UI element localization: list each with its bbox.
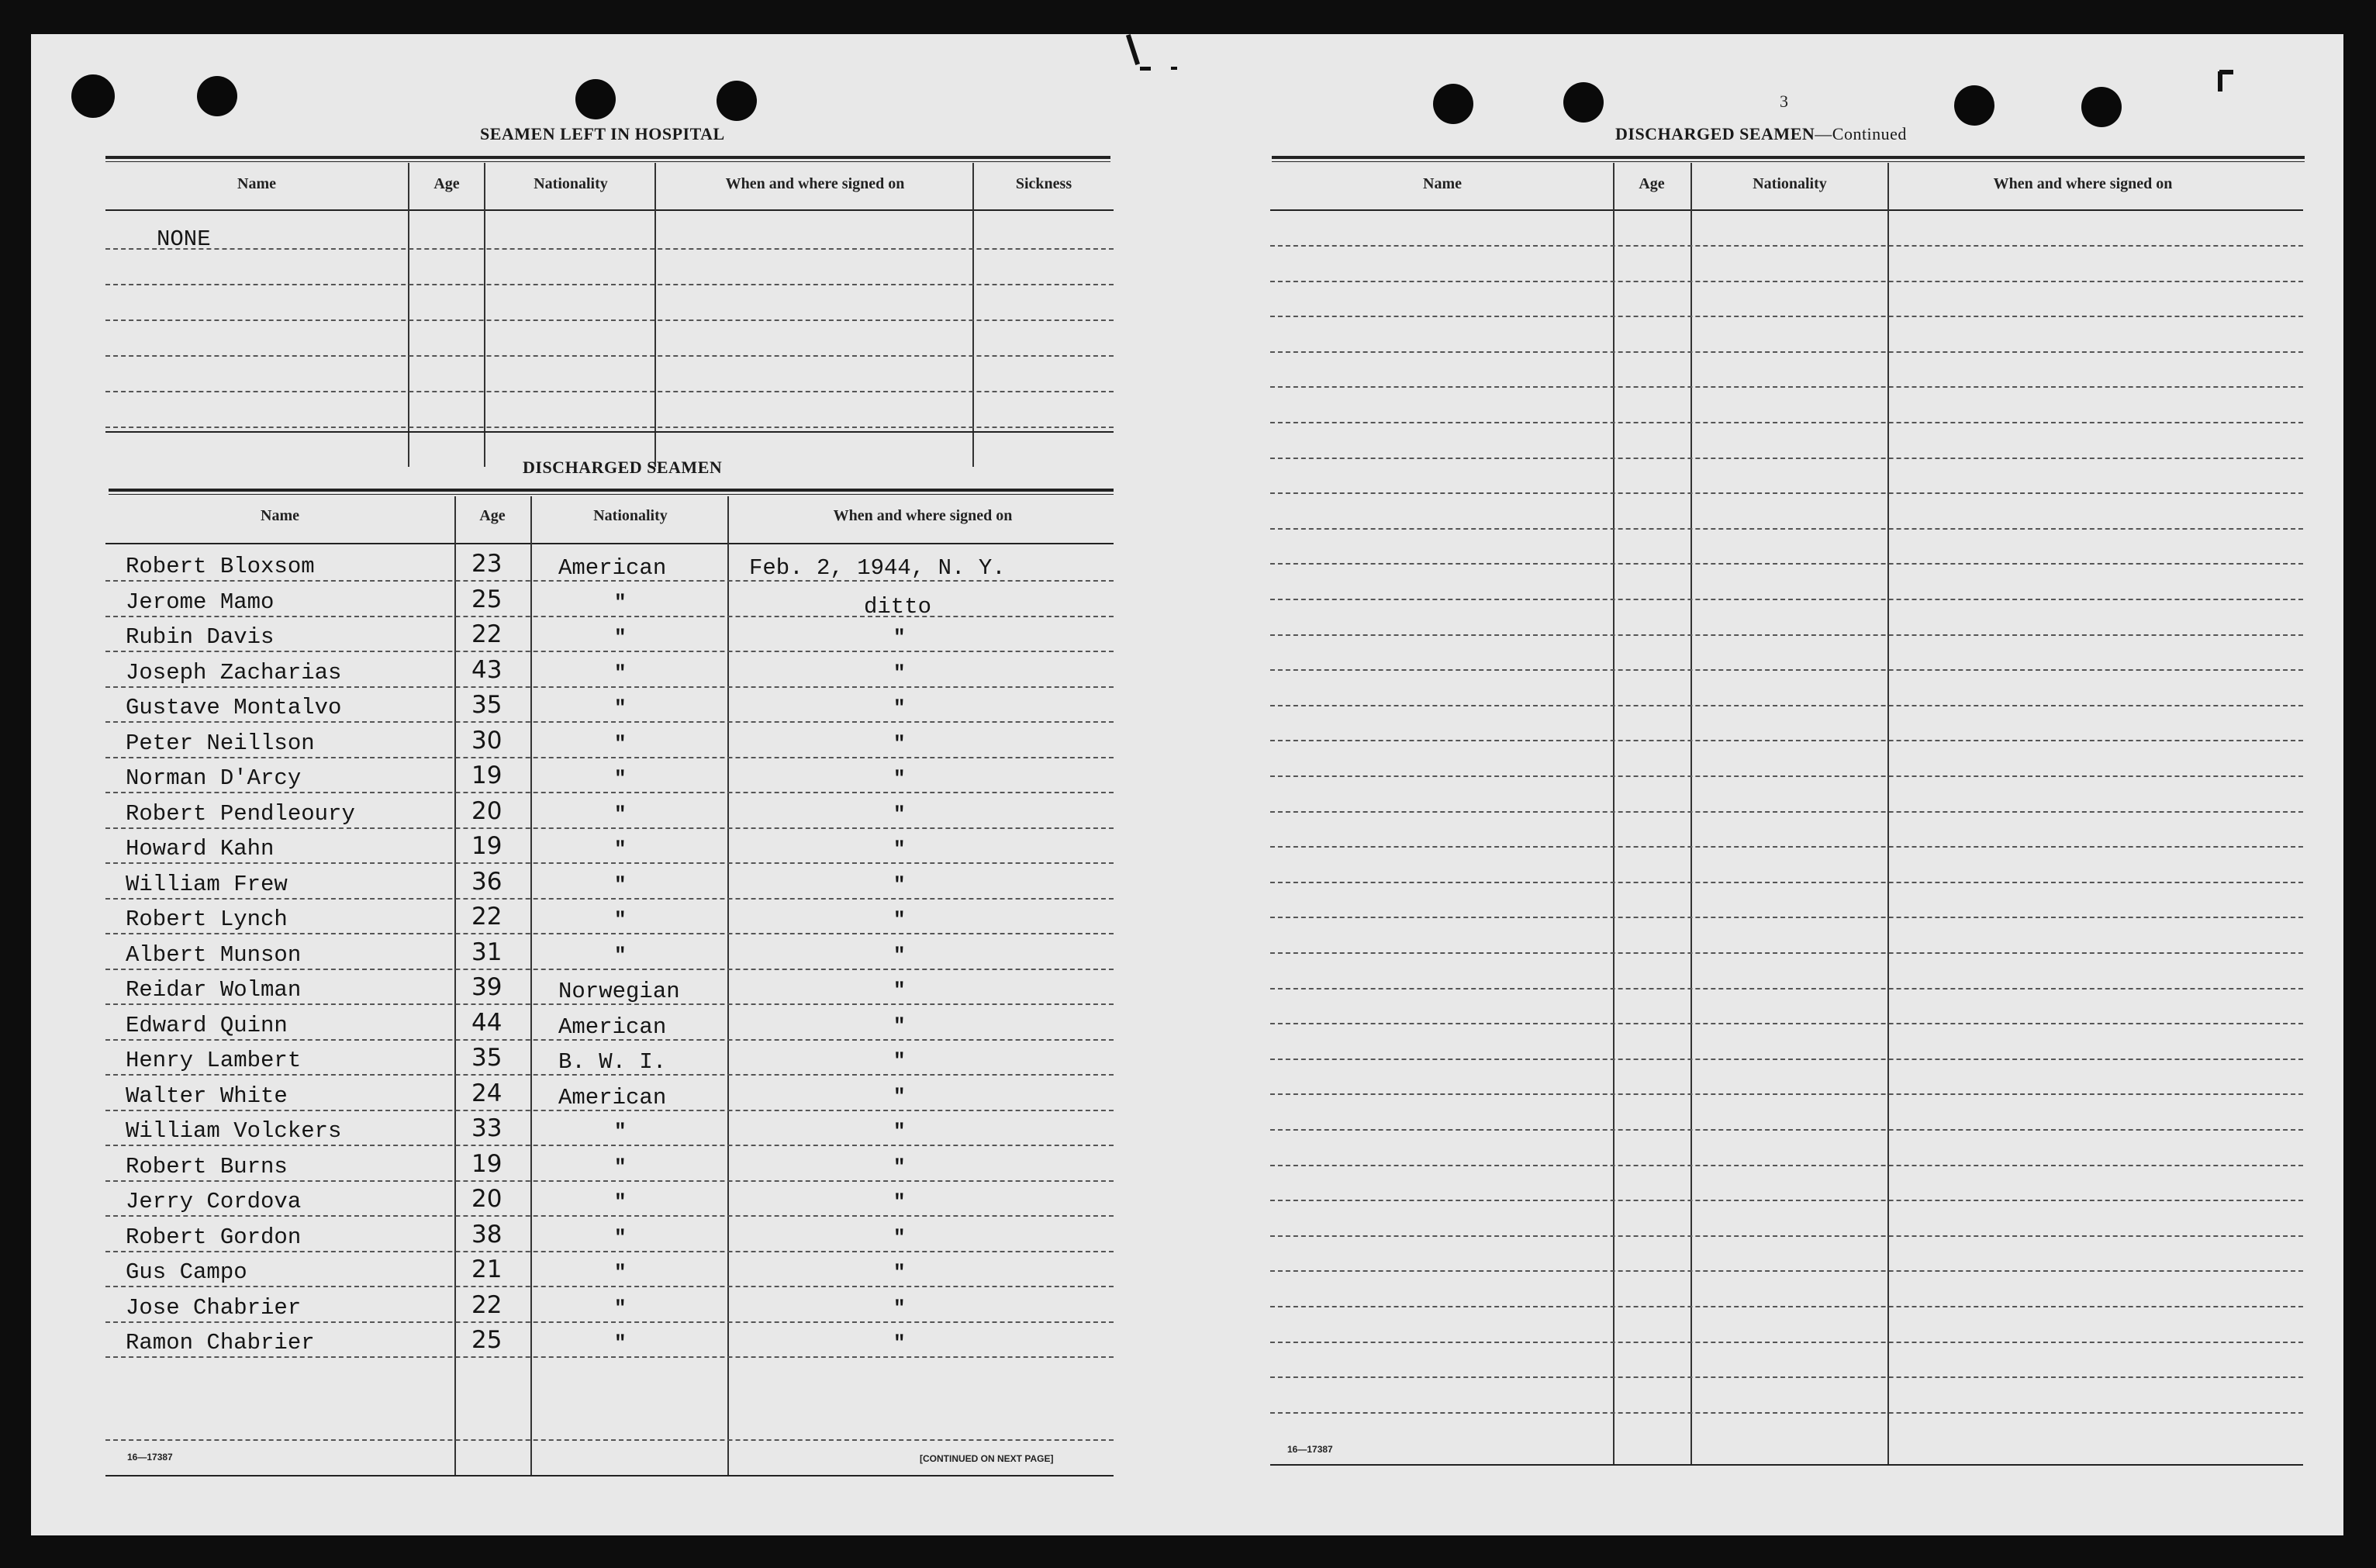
column-header-age: Age — [479, 507, 506, 524]
column-header-rule — [105, 209, 1114, 211]
seaman-signed-on: " — [893, 803, 906, 826]
form-number: 16—17387 — [127, 1452, 173, 1463]
seaman-signed-on: Feb. 2, 1944, N. Y. — [749, 555, 1006, 581]
column-header-rule — [105, 543, 1114, 544]
row-line — [1270, 599, 2303, 600]
seaman-age: 22 — [471, 1291, 502, 1319]
seaman-age: 35 — [471, 1044, 502, 1072]
row-line — [105, 651, 1114, 652]
column-header-rule — [1270, 209, 2303, 211]
row-line — [1270, 811, 2303, 813]
seaman-nationality: " — [614, 591, 627, 614]
seaman-name: Gustave Montalvo — [126, 695, 342, 720]
row-line — [105, 757, 1114, 758]
row-line — [105, 616, 1114, 617]
seaman-nationality: American — [558, 1014, 667, 1040]
row-line — [105, 284, 1114, 285]
right-page-title-suffix: —Continued — [1815, 124, 1907, 143]
row-line — [105, 1356, 1114, 1358]
row-line — [105, 686, 1114, 688]
seaman-signed-on: " — [893, 1155, 906, 1179]
scan-speck — [1126, 34, 1140, 65]
seaman-nationality: " — [614, 696, 627, 720]
seaman-name: Norman D'Arcy — [126, 765, 302, 791]
punch-hole — [1954, 85, 1994, 126]
row-line — [1270, 1059, 2303, 1060]
continued-note: [CONTINUED ON NEXT PAGE] — [920, 1453, 1054, 1464]
seaman-signed-on: ditto — [864, 594, 932, 620]
row-line — [105, 1286, 1114, 1287]
column-divider — [530, 496, 532, 1475]
row-line — [105, 1180, 1114, 1182]
seaman-nationality: " — [614, 873, 627, 896]
seaman-age: 44 — [471, 1009, 502, 1037]
seaman-name: Albert Munson — [126, 942, 302, 968]
seaman-nationality: " — [614, 732, 627, 755]
row-line — [105, 391, 1114, 392]
seaman-nationality: " — [614, 1297, 627, 1320]
row-line — [1270, 1342, 2303, 1343]
row-line — [105, 355, 1114, 357]
seaman-name: Ramon Chabrier — [126, 1330, 315, 1356]
seaman-signed-on: " — [893, 1014, 906, 1038]
seaman-name: Robert Gordon — [126, 1224, 302, 1250]
row-line — [1270, 669, 2303, 671]
seaman-age: 31 — [471, 938, 502, 966]
row-line — [1270, 458, 2303, 459]
seaman-name: Robert Burns — [126, 1154, 288, 1179]
hospital-section-title: SEAMEN LEFT IN HOSPITAL — [480, 124, 725, 143]
punch-hole — [1563, 82, 1604, 123]
row-line — [1270, 351, 2303, 353]
row-line — [1270, 917, 2303, 918]
punch-hole — [1433, 84, 1473, 124]
row-line — [105, 933, 1114, 934]
row-line — [1270, 634, 2303, 636]
seaman-age: 43 — [471, 656, 502, 684]
seaman-name: Jerome Mamo — [126, 589, 275, 615]
seaman-age: 25 — [471, 585, 502, 613]
seaman-nationality: " — [614, 908, 627, 931]
row-line — [1270, 492, 2303, 494]
scan-speck — [1171, 67, 1177, 70]
row-line — [105, 1251, 1114, 1252]
punch-hole — [575, 79, 616, 119]
punch-hole — [197, 76, 237, 116]
seaman-signed-on: " — [893, 1190, 906, 1214]
punch-hole — [71, 74, 115, 118]
header-rule — [105, 156, 1110, 159]
punch-hole — [2081, 87, 2122, 127]
seaman-age: 39 — [471, 973, 502, 1001]
row-line — [1270, 1093, 2303, 1095]
column-divider — [408, 163, 409, 467]
seaman-signed-on: " — [893, 908, 906, 931]
seaman-nationality: B. W. I. — [558, 1049, 667, 1075]
seaman-name: William Volckers — [126, 1118, 342, 1144]
right-page-title-main: DISCHARGED SEAMEN — [1615, 124, 1815, 143]
hospital-entry: NONE — [157, 226, 211, 252]
seaman-name: Reidar Wolman — [126, 977, 302, 1003]
column-divider — [484, 163, 485, 467]
table-bottom-rule — [1270, 1464, 2303, 1466]
row-line — [105, 248, 1114, 250]
row-line — [1270, 988, 2303, 989]
seaman-name: Rubin Davis — [126, 624, 275, 650]
seaman-age: 22 — [471, 903, 502, 931]
right-page-title — [1615, 124, 1907, 144]
seaman-name: William Frew — [126, 872, 288, 897]
scan-speck — [1140, 67, 1151, 71]
seaman-nationality: " — [614, 803, 627, 826]
seaman-nationality: " — [614, 661, 627, 685]
scan-speck — [2219, 70, 2233, 74]
seaman-nationality: American — [558, 1085, 667, 1110]
seaman-age: 24 — [471, 1079, 502, 1107]
row-line — [1270, 1200, 2303, 1201]
seaman-age: 19 — [471, 762, 502, 789]
seaman-signed-on: " — [893, 1120, 906, 1143]
row-line — [105, 1145, 1114, 1146]
seaman-signed-on: " — [893, 1261, 906, 1284]
seaman-nationality: " — [614, 1331, 627, 1355]
row-line — [1270, 740, 2303, 741]
row-line — [1270, 705, 2303, 706]
row-line — [105, 427, 1114, 428]
seaman-signed-on: " — [893, 732, 906, 755]
seaman-nationality: " — [614, 1155, 627, 1179]
seaman-age: 36 — [471, 868, 502, 896]
row-line — [1270, 775, 2303, 777]
column-header-nationality: Nationality — [534, 175, 608, 192]
row-line — [1270, 316, 2303, 317]
row-line — [1270, 882, 2303, 883]
row-line — [1270, 846, 2303, 848]
seaman-name: Gus Campo — [126, 1259, 247, 1285]
row-line — [1270, 422, 2303, 423]
seaman-nationality: American — [558, 555, 667, 581]
page-number: 3 — [1780, 92, 1788, 111]
row-line — [1270, 1129, 2303, 1131]
row-line — [105, 1215, 1114, 1217]
seaman-age: 23 — [471, 550, 502, 578]
section-rule — [105, 431, 1114, 433]
row-line — [1270, 563, 2303, 565]
row-line — [1270, 1235, 2303, 1237]
column-header-signed-on: When and where signed on — [725, 175, 905, 192]
seaman-name: Jose Chabrier — [126, 1295, 302, 1321]
column-header-nationality: Nationality — [593, 507, 668, 524]
header-rule — [109, 494, 1114, 495]
seaman-age: 22 — [471, 620, 502, 648]
row-line — [1270, 1165, 2303, 1166]
seaman-signed-on: " — [893, 1049, 906, 1072]
seaman-age: 19 — [471, 1150, 502, 1178]
seaman-name: Joseph Zacharias — [126, 660, 342, 686]
column-header-name: Name — [261, 507, 299, 524]
column-header-age: Age — [1639, 175, 1665, 192]
column-header-signed-on: When and where signed on — [833, 507, 1013, 524]
seaman-signed-on: " — [893, 873, 906, 896]
seaman-age: 19 — [471, 832, 502, 860]
row-line — [105, 1439, 1114, 1441]
seaman-name: Robert Lynch — [126, 907, 288, 932]
row-line — [105, 827, 1114, 829]
seaman-signed-on: " — [893, 626, 906, 649]
header-rule — [1272, 161, 2305, 162]
seaman-name: Henry Lambert — [126, 1048, 302, 1073]
row-line — [1270, 1376, 2303, 1378]
punch-hole — [717, 81, 757, 121]
seaman-name: Peter Neillson — [126, 730, 315, 756]
header-rule — [105, 161, 1110, 162]
row-line — [1270, 952, 2303, 954]
discharged-section-title: DISCHARGED SEAMEN — [523, 458, 723, 477]
seaman-signed-on: " — [893, 661, 906, 685]
row-line — [105, 969, 1114, 970]
seaman-name: Robert Pendleoury — [126, 801, 355, 827]
header-rule — [1272, 156, 2305, 159]
column-header-age: Age — [433, 175, 460, 192]
row-line — [105, 1321, 1114, 1323]
seaman-age: 25 — [471, 1326, 502, 1354]
table-bottom-rule — [105, 1475, 1114, 1476]
seaman-nationality: " — [614, 1226, 627, 1249]
seaman-signed-on: " — [893, 767, 906, 790]
row-line — [105, 898, 1114, 900]
seaman-age: 21 — [471, 1255, 502, 1283]
row-line — [1270, 1023, 2303, 1024]
row-line — [105, 319, 1114, 321]
row-line — [105, 721, 1114, 723]
seaman-age: 33 — [471, 1114, 502, 1142]
seaman-name: Howard Kahn — [126, 836, 275, 862]
seaman-name: Walter White — [126, 1083, 288, 1109]
seaman-age: 20 — [471, 1185, 502, 1213]
seaman-age: 35 — [471, 691, 502, 719]
row-line — [1270, 281, 2303, 282]
seaman-signed-on: " — [893, 1226, 906, 1249]
seaman-age: 38 — [471, 1221, 502, 1249]
column-header-nationality: Nationality — [1753, 175, 1827, 192]
seaman-nationality: " — [614, 1120, 627, 1143]
column-header-signed-on: When and where signed on — [1993, 175, 2173, 192]
header-rule — [109, 489, 1114, 492]
row-line — [1270, 528, 2303, 530]
seaman-name: Jerry Cordova — [126, 1189, 302, 1214]
seaman-nationality: " — [614, 944, 627, 967]
document-sheet — [31, 34, 2343, 1535]
column-divider — [972, 163, 974, 467]
seaman-signed-on: " — [893, 979, 906, 1002]
row-line — [1270, 1270, 2303, 1272]
column-divider — [727, 496, 729, 1475]
row-line — [1270, 245, 2303, 247]
seaman-nationality: " — [614, 626, 627, 649]
seaman-nationality: " — [614, 1190, 627, 1214]
seaman-signed-on: " — [893, 1297, 906, 1320]
column-header-name: Name — [1423, 175, 1462, 192]
seaman-signed-on: " — [893, 1085, 906, 1108]
seaman-signed-on: " — [893, 696, 906, 720]
column-header-sickness: Sickness — [1015, 175, 1072, 192]
column-header-name: Name — [237, 175, 276, 192]
row-line — [1270, 1412, 2303, 1414]
seaman-name: Edward Quinn — [126, 1013, 288, 1038]
row-line — [105, 792, 1114, 793]
seaman-signed-on: " — [893, 944, 906, 967]
row-line — [1270, 386, 2303, 388]
column-divider — [454, 496, 456, 1475]
form-number: 16—17387 — [1287, 1444, 1333, 1455]
column-divider — [654, 163, 656, 467]
row-line — [1270, 1306, 2303, 1307]
seaman-nationality: Norwegian — [558, 979, 680, 1004]
seaman-age: 20 — [471, 797, 502, 825]
row-line — [105, 862, 1114, 864]
seaman-name: Robert Bloxsom — [126, 554, 315, 579]
seaman-signed-on: " — [893, 1331, 906, 1355]
seaman-signed-on: " — [893, 838, 906, 861]
seaman-nationality: " — [614, 838, 627, 861]
seaman-nationality: " — [614, 767, 627, 790]
seaman-age: 30 — [471, 727, 502, 755]
seaman-nationality: " — [614, 1261, 627, 1284]
